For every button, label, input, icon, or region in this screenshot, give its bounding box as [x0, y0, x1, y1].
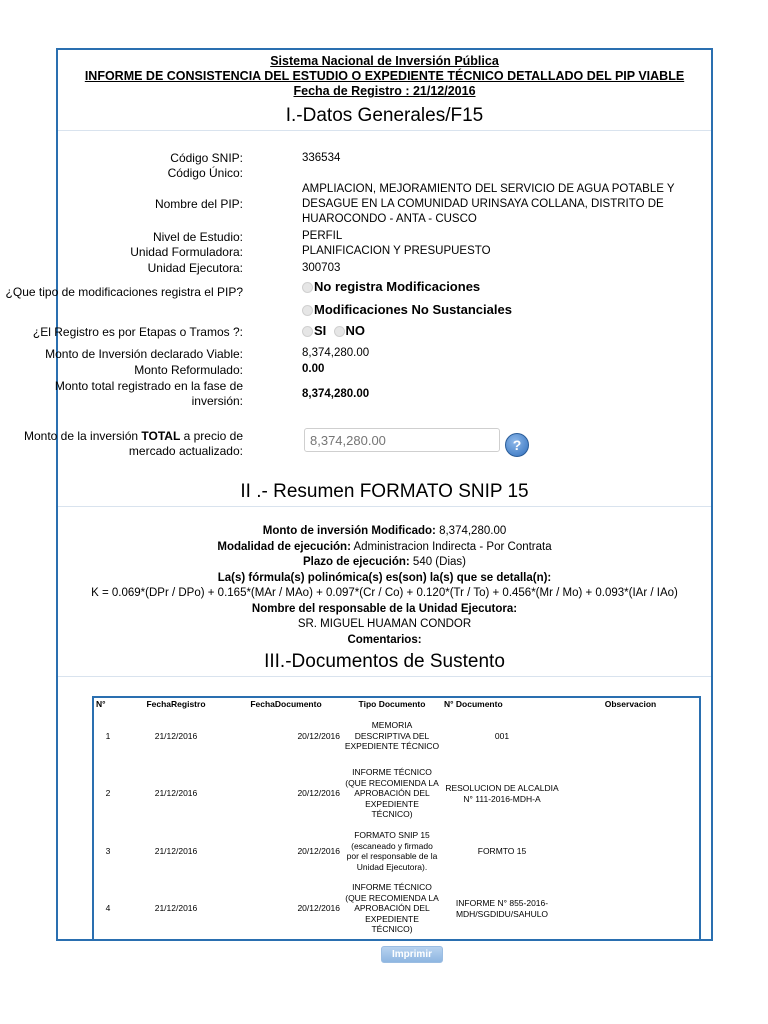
- monto-total-value: 8,374,280.00: [302, 388, 370, 400]
- nivel-estudio-label: Nivel de Estudio:: [152, 230, 243, 244]
- table-row: 2 21/12/2016 20/12/2016 INFORME TÉCNICO (QUE RECOMIENDA LA APROBACIÓN DEL EXPEDIENTE TÉCNICO) RESOLUCION DE ALCALDIA N° 111-2016-MDH-A: [105, 767, 559, 820]
- section3-title: III.-Documentos de Sustento: [264, 651, 505, 672]
- resumen-block: [58, 524, 711, 648]
- divider: [58, 130, 711, 131]
- comentarios-label: Comentarios:: [347, 633, 422, 646]
- divider: [58, 506, 711, 507]
- responsable-value: SR. MIGUEL HUAMAN CONDOR: [297, 618, 472, 630]
- col-fecha-registro: FechaRegistro: [146, 699, 206, 709]
- report-title: INFORME DE CONSISTENCIA DEL ESTUDIO O EXPEDIENTE TÉCNICO DETALLADO DEL PIP VIABLE: [84, 69, 685, 83]
- codigo-snip-label: Código SNIP:: [170, 151, 243, 165]
- col-fecha-documento: FechaDocumento: [250, 699, 322, 709]
- monto-mercado-label: Monto de la inversión TOTAL a precio de mercado actualizado:: [23, 429, 243, 458]
- codigo-snip-value: 336534: [302, 152, 341, 164]
- radio-no-sustanciales[interactable]: [302, 305, 313, 316]
- col-tipo-documento: Tipo Documento: [358, 699, 426, 709]
- table-row: 3 21/12/2016 20/12/2016 FORMATO SNIP 15 (escaneado y firmado por el responsable de la Unidad Ejecutora). FORMTO 15: [105, 830, 527, 872]
- tipo-modificaciones-label: ¿Que tipo de modificaciones registra el PIP?: [5, 285, 243, 299]
- print-button[interactable]: Imprimir: [381, 946, 443, 963]
- col-numero: N°: [96, 699, 106, 709]
- table-row: 4 21/12/2016 20/12/2016 INFORME TÉCNICO (QUE RECOMIENDA LA APROBACIÓN DEL EXPEDIENTE TÉCNICO) INFORME N° 855-2016-MDH/SGDIDU/SAHULO: [105, 882, 549, 935]
- monto-reformulado-value: 0.00: [302, 363, 325, 375]
- table-header-row: [94, 698, 699, 710]
- monto-modificado-line: Monto de inversión Modificado: 8,374,280.00: [262, 525, 507, 537]
- nivel-estudio-value: PERFIL: [302, 230, 343, 242]
- codigo-unico-label: Código Único:: [167, 166, 243, 180]
- report-frame: [5, 48, 713, 941]
- etapas-options: SI NO: [302, 323, 365, 340]
- monto-mercado-input[interactable]: [304, 428, 500, 452]
- nombre-pip-label: Nombre del PIP:: [154, 197, 243, 211]
- col-observacion: Observacion: [604, 699, 657, 709]
- report-header: [58, 54, 711, 99]
- monto-viable-label: Monto de Inversión declarado Viable:: [45, 347, 243, 361]
- registration-date: Fecha de Registro : 21/12/2016: [293, 84, 476, 98]
- monto-total-label: Monto total registrado en la fase de inversión:: [54, 379, 243, 408]
- section2-title: II .- Resumen FORMATO SNIP 15: [240, 481, 529, 502]
- tipo-mod-option-1[interactable]: No registra Modificaciones: [302, 279, 480, 296]
- section1-title: I.-Datos Generales/F15: [285, 105, 484, 126]
- plazo-line: Plazo de ejecución: 540 (Dias): [303, 556, 466, 568]
- documents-table: [92, 696, 701, 940]
- col-numero-documento: N° Documento: [444, 699, 503, 709]
- monto-reformulado-label: Monto Reformulado:: [134, 363, 243, 377]
- etapas-label: ¿El Registro es por Etapas o Tramos ?:: [32, 325, 243, 339]
- radio-no-modificaciones[interactable]: [302, 282, 313, 293]
- unidad-formuladora-value: PLANIFICACION Y PRESUPUESTO: [302, 245, 491, 257]
- unidad-formuladora-label: Unidad Formuladora:: [130, 245, 243, 259]
- nombre-pip-value: AMPLIACION, MEJORAMIENTO DEL SERVICIO DE AGUA POTABLE Y DESAGUE EN LA COMUNIDAD URINSAYA COLLANA, DISTRITO DE HUAROCONDO - ANTA - CUSCO: [302, 183, 675, 225]
- formula-label: La(s) fórmula(s) polinómica(s) es(son) la(s) que se detalla(n):: [217, 571, 552, 584]
- formula-value: K = 0.069*(DPr / DPo) + 0.165*(MAr / MAo) + 0.097*(Cr / Co) + 0.120*(Tr / To) + 0.456*(Mr / Mo) + 0.093*(IAr / IAo): [91, 587, 678, 599]
- unidad-ejecutora-value: 300703: [302, 262, 341, 274]
- monto-viable-value: 8,374,280.00: [302, 347, 370, 359]
- radio-si[interactable]: [302, 326, 313, 337]
- system-name: Sistema Nacional de Inversión Pública: [270, 54, 499, 68]
- unidad-ejecutora-label: Unidad Ejecutora:: [147, 261, 243, 275]
- responsable-label: Nombre del responsable de la Unidad Ejecutora:: [251, 602, 518, 615]
- table-row: 1 21/12/2016 20/12/2016 MEMORIA DESCRIPTIVA DEL EXPEDIENTE TÉCNICO 001: [105, 720, 510, 752]
- radio-no[interactable]: [334, 326, 345, 337]
- modalidad-line: Modalidad de ejecución: Administracion Indirecta - Por Contrata: [217, 540, 552, 553]
- divider: [58, 676, 711, 677]
- help-icon[interactable]: ?: [505, 433, 529, 457]
- tipo-mod-option-2[interactable]: Modificaciones No Sustanciales: [302, 302, 512, 319]
